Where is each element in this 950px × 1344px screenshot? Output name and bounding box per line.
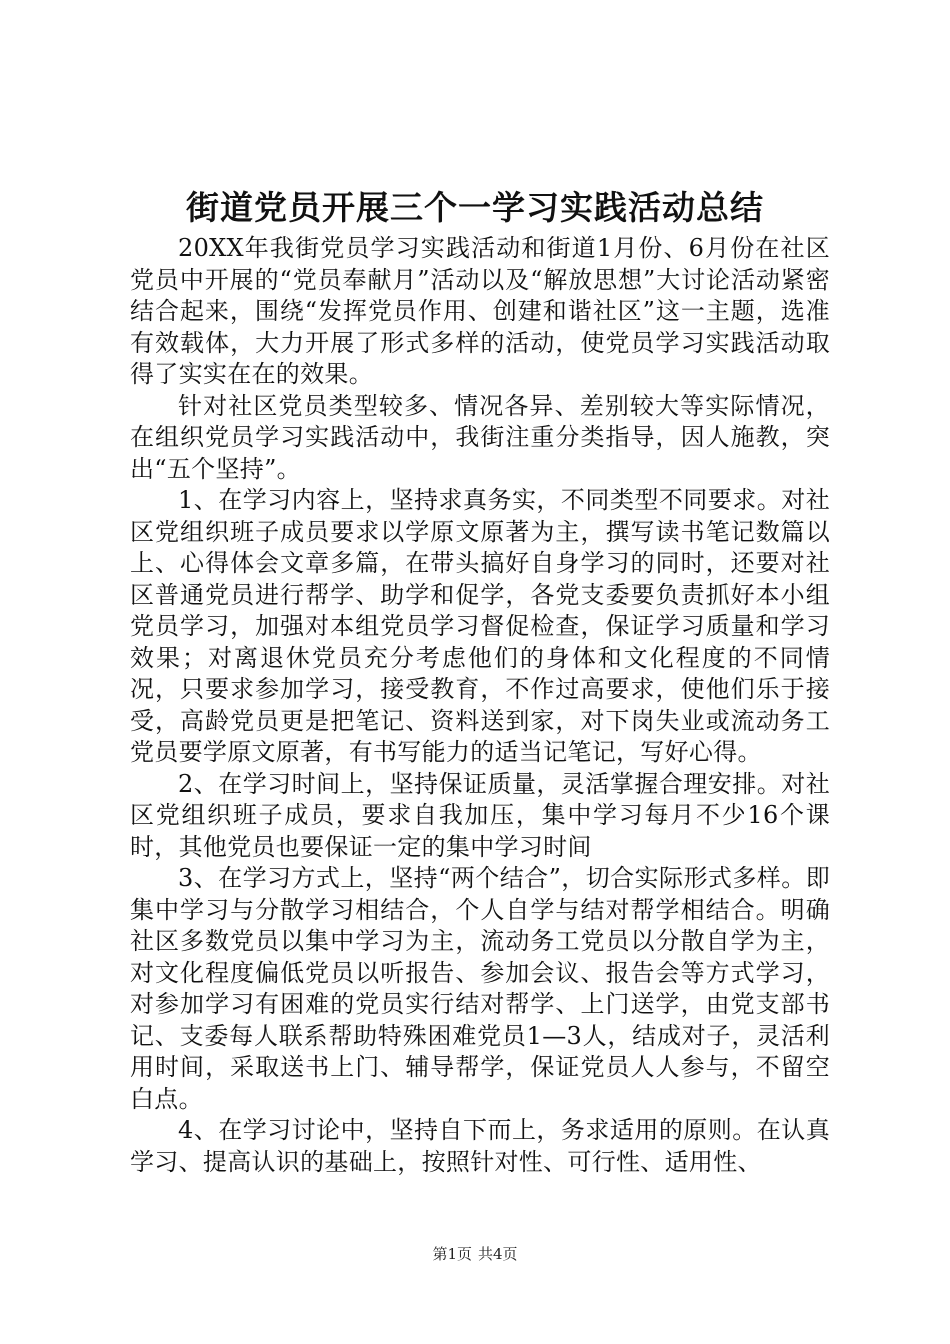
paragraph-point-2: 2、在学习时间上，坚持保证质量，灵活掌握合理安排。对社区党组织班子成员，要求自我加压，集中学习每月不少16个课时，其他党员也要保证一定的集中学习时间 <box>130 769 830 861</box>
document-title: 街道党员开展三个一学习实践活动总结 <box>186 188 764 227</box>
document-body <box>130 233 830 1178</box>
page-footer <box>0 1244 950 1264</box>
paragraph-point-4: 4、在学习讨论中，坚持自下而上，务求适用的原则。在认真学习、提高认识的基础上，按照针对性、可行性、适用性、 <box>130 1116 830 1176</box>
paragraph-intro: 20XX年我街党员学习实践活动和街道1月份、6月份在社区党员中开展的“党员奉献月”活动以及“解放思想”大讨论活动紧密结合起来，围绕“发挥党员作用、创建和谐社区”这一主题，选准有效载体，大力开展了形式多样的活动，使党员学习实践活动取得了实实在在的效果。 <box>130 234 830 388</box>
paragraph-point-1: 1、在学习内容上，坚持求真务实，不同类型不同要求。对社区党组织班子成员要求以学原文原著为主，撰写读书笔记数篇以上、心得体会文章多篇，在带头搞好自身学习的同时，还要对社区普通党员进行帮学、助学和促学，各党支委要负责抓好本小组党员学习，加强对本组党员学习督促检查，保证学习质量和学习效果；对离退休党员充分考虑他们的身体和文化程度的不同情况，只要求参加学习，接受教育，不作过高要求，使他们乐于接受，高龄党员更是把笔记、资料送到家，对下岗失业或流动务工党员要学原文原著，有书写能力的适当记笔记，写好心得。 <box>130 486 830 766</box>
paragraph-point-3: 3、在学习方式上，坚持“两个结合”，切合实际形式多样。即集中学习与分散学习相结合，个人自学与结对帮学相结合。明确社区多数党员以集中学习为主，流动务工党员以分散自学为主，对文化程度偏低党员以听报告、参加会议、报告会等方式学习，对参加学习有困难的党员实行结对帮学、上门送学，由党支部书记、支委每人联系帮助特殊困难党员1—3人，结成对子，灵活利用时间，采取送书上门、辅导帮学，保证党员人人参与，不留空白点。 <box>130 864 830 1113</box>
page-number: 第1页 <box>432 1245 472 1263</box>
paragraph-overview: 针对社区党员类型较多、情况各异、差别较大等实际情况，在组织党员学习实践活动中，我街注重分类指导，因人施教，突出“五个坚持”。 <box>130 391 830 483</box>
page-total: 共4页 <box>478 1245 518 1263</box>
